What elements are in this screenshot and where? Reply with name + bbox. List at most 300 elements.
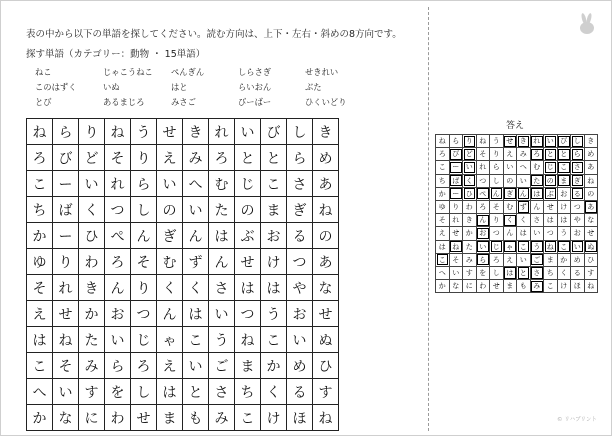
grid-cell: ゆ — [27, 249, 53, 275]
grid-cell: ろ — [530, 148, 544, 161]
grid-cell: つ — [544, 227, 558, 240]
grid-cell: え — [27, 301, 53, 327]
grid-cell: の — [235, 197, 261, 223]
grid-cell: ぎ — [503, 187, 517, 200]
grid-cell: ま — [235, 353, 261, 379]
grid-cell: き — [584, 135, 598, 148]
grid-cell: り — [490, 214, 504, 227]
grid-cell: し — [490, 174, 504, 187]
grid-cell: と — [235, 145, 261, 171]
grid-cell: ー — [449, 187, 463, 200]
grid-cell: せ — [53, 301, 79, 327]
grid-cell: ら — [131, 171, 157, 197]
grid-cell: か — [79, 301, 105, 327]
grid-row — [436, 253, 598, 266]
grid-cell: せ — [131, 405, 157, 431]
grid-cell: お — [571, 227, 585, 240]
grid-cell: ち — [27, 197, 53, 223]
grid-row — [436, 240, 598, 253]
grid-cell: へ — [517, 161, 531, 174]
grid-cell: え — [503, 253, 517, 266]
instruction-text: 表の中から以下の単語を探してください。読む方向は、上下・左右・斜めの8方向です。 — [26, 29, 402, 40]
grid-cell: せ — [235, 249, 261, 275]
grid-cell: え — [157, 353, 183, 379]
grid-cell: う — [557, 227, 571, 240]
grid-cell: す — [463, 266, 477, 279]
grid-cell: つ — [131, 301, 157, 327]
grid-cell: き — [313, 119, 339, 145]
grid-cell: ぎ — [571, 174, 585, 187]
grid-cell: ゃ — [503, 240, 517, 253]
grid-cell: い — [503, 161, 517, 174]
grid-cell: じ — [131, 327, 157, 353]
grid-cell: と — [517, 266, 531, 279]
grid-cell: ひ — [79, 223, 105, 249]
grid-cell: ん — [530, 200, 544, 213]
word-item: いぬ — [103, 82, 120, 92]
grid-cell: ご — [530, 253, 544, 266]
grid-cell: れ — [449, 214, 463, 227]
word-item: せきれい — [305, 67, 339, 77]
grid-cell: の — [544, 174, 558, 187]
grid-cell: り — [131, 145, 157, 171]
grid-cell: ま — [157, 405, 183, 431]
grid-cell: え — [436, 227, 450, 240]
grid-cell: せ — [503, 135, 517, 148]
grid-cell: な — [313, 275, 339, 301]
grid-cell: つ — [287, 249, 313, 275]
grid-cell: つ — [490, 227, 504, 240]
grid-cell: ひ — [313, 353, 339, 379]
grid-cell: め — [571, 253, 585, 266]
grid-cell: み — [183, 145, 209, 171]
puzzle-grid — [26, 118, 339, 431]
grid-cell: ら — [490, 161, 504, 174]
grid-cell: い — [105, 327, 131, 353]
grid-cell: あ — [584, 200, 598, 213]
grid-cell: れ — [105, 171, 131, 197]
grid-cell: ず — [517, 200, 531, 213]
grid-cell: ー — [53, 223, 79, 249]
grid-cell: り — [131, 275, 157, 301]
grid-cell: く — [183, 275, 209, 301]
grid-row — [27, 197, 339, 223]
grid-cell: ち — [436, 174, 450, 187]
grid-cell: え — [503, 148, 517, 161]
grid-cell: ん — [157, 301, 183, 327]
grid-cell: せ — [157, 119, 183, 145]
grid-cell: は — [27, 327, 53, 353]
grid-cell: み — [209, 405, 235, 431]
grid-cell: あ — [313, 171, 339, 197]
grid-cell: は — [436, 240, 450, 253]
grid-cell: れ — [476, 161, 490, 174]
grid-row — [27, 119, 339, 145]
grid-cell: こ — [27, 171, 53, 197]
grid-cell: み — [463, 253, 477, 266]
word-item: ぺんぎん — [171, 67, 205, 77]
grid-cell: じ — [544, 161, 558, 174]
grid-cell: そ — [131, 249, 157, 275]
grid-cell: い — [287, 327, 313, 353]
grid-cell: ぎ — [287, 197, 313, 223]
grid-cell: ゆ — [436, 200, 450, 213]
grid-cell: い — [449, 266, 463, 279]
grid-cell: つ — [235, 301, 261, 327]
grid-cell: ね — [476, 135, 490, 148]
word-list-title: 探す単語（カテゴリー：動物 ・ 15単語） — [26, 49, 206, 60]
grid-cell: ら — [287, 145, 313, 171]
grid-cell: し — [131, 197, 157, 223]
grid-cell: な — [449, 280, 463, 293]
grid-cell: う — [131, 119, 157, 145]
grid-cell: く — [517, 214, 531, 227]
grid-cell: め — [287, 353, 313, 379]
grid-cell: わ — [463, 200, 477, 213]
grid-cell: め — [584, 148, 598, 161]
grid-cell: く — [503, 214, 517, 227]
grid-cell: い — [571, 240, 585, 253]
grid-cell: は — [503, 266, 517, 279]
grid-cell: れ — [530, 135, 544, 148]
word-item: ねこ — [35, 67, 52, 77]
grid-cell: じ — [235, 171, 261, 197]
grid-cell: い — [517, 253, 531, 266]
grid-row — [436, 135, 598, 148]
grid-cell: さ — [571, 161, 585, 174]
grid-cell: う — [261, 301, 287, 327]
grid-cell: む — [503, 200, 517, 213]
word-item: しらさぎ — [238, 67, 272, 77]
grid-cell: み — [517, 148, 531, 161]
grid-cell: い — [79, 171, 105, 197]
word-item: ぶた — [305, 82, 322, 92]
grid-cell: こ — [235, 405, 261, 431]
grid-cell: こ — [261, 171, 287, 197]
grid-cell: ん — [105, 275, 131, 301]
grid-cell: る — [287, 379, 313, 405]
grid-cell: ろ — [476, 200, 490, 213]
grid-row — [27, 327, 339, 353]
grid-cell: ま — [544, 253, 558, 266]
grid-row — [436, 280, 598, 293]
grid-cell: お — [261, 223, 287, 249]
grid-cell: ん — [517, 187, 531, 200]
grid-cell: き — [517, 135, 531, 148]
grid-cell: け — [557, 280, 571, 293]
grid-cell: い — [544, 135, 558, 148]
grid-cell: ぎ — [157, 223, 183, 249]
grid-row — [436, 266, 598, 279]
grid-cell: の — [157, 197, 183, 223]
grid-cell: ん — [476, 214, 490, 227]
grid-cell: み — [79, 353, 105, 379]
grid-cell: と — [183, 379, 209, 405]
grid-cell: き — [79, 275, 105, 301]
grid-cell: ろ — [209, 145, 235, 171]
grid-cell: ね — [235, 327, 261, 353]
grid-cell: ね — [544, 240, 558, 253]
grid-cell: つ — [476, 174, 490, 187]
grid-row — [27, 379, 339, 405]
footer-copyright: © リハプリント — [557, 417, 597, 423]
word-item: このはずく — [35, 82, 77, 92]
grid-cell: そ — [490, 200, 504, 213]
grid-cell: ろ — [131, 353, 157, 379]
grid-cell: う — [530, 240, 544, 253]
grid-cell: き — [183, 119, 209, 145]
fold-line — [428, 7, 429, 431]
grid-cell: ば — [449, 174, 463, 187]
grid-row — [27, 145, 339, 171]
grid-cell: び — [53, 145, 79, 171]
grid-cell: ー — [449, 161, 463, 174]
grid-cell: へ — [436, 266, 450, 279]
grid-cell: ね — [436, 135, 450, 148]
grid-cell: あ — [584, 161, 598, 174]
word-item: じゃこうねこ — [103, 67, 153, 77]
grid-cell: は — [183, 301, 209, 327]
grid-cell: い — [183, 197, 209, 223]
grid-cell: せ — [313, 301, 339, 327]
grid-cell: い — [463, 161, 477, 174]
grid-cell: む — [157, 249, 183, 275]
grid-cell: ろ — [490, 253, 504, 266]
grid-cell: せ — [584, 227, 598, 240]
grid-cell: そ — [436, 214, 450, 227]
grid-cell: す — [79, 379, 105, 405]
grid-cell: に — [79, 405, 105, 431]
word-item: みさご — [171, 97, 196, 107]
grid-cell: り — [53, 249, 79, 275]
grid-cell: こ — [544, 280, 558, 293]
grid-cell: さ — [530, 214, 544, 227]
grid-cell: さ — [287, 171, 313, 197]
grid-cell: や — [287, 275, 313, 301]
grid-cell: ろ — [27, 145, 53, 171]
grid-cell: を — [105, 379, 131, 405]
grid-row — [27, 301, 339, 327]
grid-cell: り — [490, 148, 504, 161]
grid-cell: の — [584, 187, 598, 200]
grid-row — [436, 148, 598, 161]
grid-cell: れ — [209, 119, 235, 145]
grid-cell: じ — [490, 240, 504, 253]
grid-cell: や — [571, 214, 585, 227]
grid-cell: か — [463, 227, 477, 240]
word-item: あるまじろ — [103, 97, 145, 107]
grid-cell: は — [261, 275, 287, 301]
grid-cell: ね — [313, 405, 339, 431]
grid-cell: り — [79, 119, 105, 145]
grid-cell: し — [490, 266, 504, 279]
grid-cell: か — [557, 253, 571, 266]
grid-cell: は — [530, 187, 544, 200]
grid-cell: い — [517, 174, 531, 187]
grid-cell: ひ — [463, 187, 477, 200]
grid-cell: ね — [105, 119, 131, 145]
grid-cell: ん — [209, 249, 235, 275]
grid-cell: ま — [503, 280, 517, 293]
grid-cell: け — [261, 249, 287, 275]
answer-grid — [435, 134, 598, 293]
grid-cell: む — [209, 171, 235, 197]
grid-cell: ち — [544, 266, 558, 279]
grid-row — [27, 249, 339, 275]
grid-cell: ね — [313, 197, 339, 223]
grid-cell: い — [183, 353, 209, 379]
grid-cell: け — [261, 405, 287, 431]
grid-cell: な — [584, 214, 598, 227]
grid-cell: こ — [517, 240, 531, 253]
grid-cell: ら — [571, 148, 585, 161]
grid-cell: え — [157, 145, 183, 171]
grid-cell: こ — [436, 253, 450, 266]
grid-cell: し — [287, 119, 313, 145]
grid-cell: と — [557, 148, 571, 161]
grid-cell: ね — [449, 240, 463, 253]
grid-cell: ね — [27, 119, 53, 145]
grid-cell: は — [517, 227, 531, 240]
grid-cell: ら — [53, 119, 79, 145]
grid-cell: は — [209, 223, 235, 249]
grid-cell: こ — [557, 161, 571, 174]
grid-cell: う — [209, 327, 235, 353]
grid-row — [27, 353, 339, 379]
grid-cell: つ — [105, 197, 131, 223]
grid-cell: ど — [79, 145, 105, 171]
word-item: びーばー — [238, 97, 272, 107]
grid-cell: ぬ — [584, 240, 598, 253]
grid-cell: さ — [530, 266, 544, 279]
grid-row — [27, 405, 339, 431]
grid-cell: ば — [53, 197, 79, 223]
grid-cell: そ — [53, 353, 79, 379]
grid-cell: な — [53, 405, 79, 431]
grid-cell: と — [544, 148, 558, 161]
grid-cell: ぶ — [544, 187, 558, 200]
grid-row — [27, 275, 339, 301]
grid-cell: ほ — [571, 280, 585, 293]
grid-cell: る — [571, 187, 585, 200]
rabbit-icon — [577, 13, 597, 35]
grid-cell: か — [27, 405, 53, 431]
grid-cell: す — [313, 379, 339, 405]
grid-cell: か — [436, 187, 450, 200]
grid-cell: ま — [261, 197, 287, 223]
grid-cell: ぶ — [235, 223, 261, 249]
grid-cell: す — [584, 266, 598, 279]
word-list — [35, 66, 365, 110]
grid-row — [27, 171, 339, 197]
grid-cell: さ — [209, 275, 235, 301]
grid-cell: う — [490, 135, 504, 148]
grid-cell: ろ — [105, 249, 131, 275]
grid-cell: く — [261, 379, 287, 405]
grid-row — [436, 187, 598, 200]
word-item: らいおん — [238, 82, 272, 92]
grid-cell: こ — [261, 327, 287, 353]
grid-cell: せ — [449, 227, 463, 240]
grid-cell: ら — [449, 135, 463, 148]
grid-cell: い — [157, 171, 183, 197]
grid-cell: わ — [105, 405, 131, 431]
grid-cell: ち — [235, 379, 261, 405]
word-item: ひくいどり — [305, 97, 347, 107]
grid-cell: そ — [476, 148, 490, 161]
grid-cell: お — [287, 301, 313, 327]
grid-cell: ん — [503, 227, 517, 240]
grid-cell: さ — [209, 379, 235, 405]
grid-row — [27, 223, 339, 249]
grid-cell: び — [261, 119, 287, 145]
grid-cell: く — [79, 197, 105, 223]
grid-cell: わ — [476, 280, 490, 293]
grid-cell: か — [27, 223, 53, 249]
grid-row — [436, 200, 598, 213]
grid-cell: り — [449, 200, 463, 213]
grid-cell: ろ — [436, 148, 450, 161]
grid-cell: ん — [131, 223, 157, 249]
grid-cell: く — [463, 174, 477, 187]
grid-cell: か — [261, 353, 287, 379]
grid-cell: る — [571, 266, 585, 279]
grid-cell: び — [449, 148, 463, 161]
grid-cell: ぺ — [476, 187, 490, 200]
grid-cell: ま — [557, 174, 571, 187]
grid-cell: へ — [183, 171, 209, 197]
grid-cell: ら — [105, 353, 131, 379]
grid-cell: そ — [27, 275, 53, 301]
grid-cell: あ — [313, 249, 339, 275]
grid-cell: わ — [79, 249, 105, 275]
grid-row — [436, 174, 598, 187]
grid-cell: お — [476, 227, 490, 240]
grid-cell: こ — [436, 161, 450, 174]
grid-row — [436, 161, 598, 174]
answer-title: 答え — [506, 121, 525, 131]
grid-cell: ず — [183, 249, 209, 275]
grid-cell: い — [235, 119, 261, 145]
grid-cell: ん — [183, 223, 209, 249]
grid-cell: た — [530, 174, 544, 187]
grid-cell: り — [463, 135, 477, 148]
grid-cell: ど — [463, 148, 477, 161]
grid-cell: る — [287, 223, 313, 249]
grid-cell: い — [209, 301, 235, 327]
grid-row — [436, 227, 598, 240]
grid-cell: び — [557, 135, 571, 148]
grid-cell: せ — [544, 200, 558, 213]
grid-cell: ー — [53, 171, 79, 197]
grid-cell: は — [557, 214, 571, 227]
grid-cell: の — [313, 223, 339, 249]
grid-cell: け — [557, 200, 571, 213]
grid-cell: も — [517, 280, 531, 293]
grid-cell: へ — [27, 379, 53, 405]
grid-cell: ご — [209, 353, 235, 379]
grid-cell: ね — [53, 327, 79, 353]
grid-cell: そ — [449, 253, 463, 266]
grid-cell: は — [235, 275, 261, 301]
grid-cell: を — [476, 266, 490, 279]
grid-cell: み — [530, 280, 544, 293]
grid-cell: つ — [571, 200, 585, 213]
grid-cell: ひ — [584, 253, 598, 266]
grid-cell: き — [463, 214, 477, 227]
grid-cell: ほ — [287, 405, 313, 431]
grid-cell: は — [157, 379, 183, 405]
